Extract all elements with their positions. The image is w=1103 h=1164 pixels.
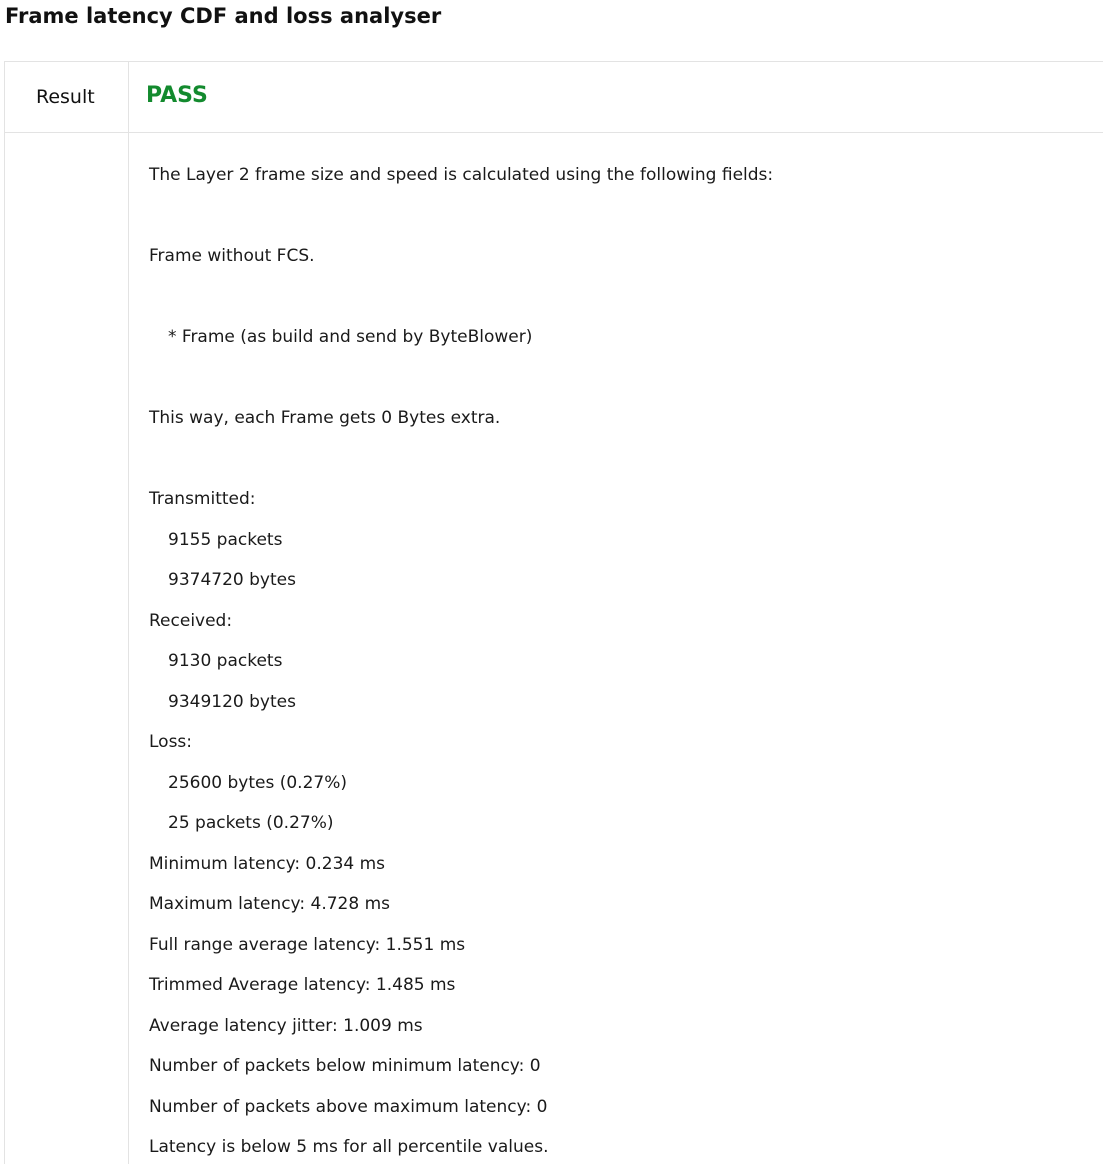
transmitted-bytes: 9374720 bytes bbox=[168, 570, 296, 590]
loss-bytes: 25600 bytes (0.27%) bbox=[168, 773, 347, 793]
packets-above-maximum: Number of packets above maximum latency: 0 bbox=[149, 1097, 548, 1117]
latency-jitter: Average latency jitter: 1.009 ms bbox=[149, 1016, 423, 1036]
transmitted-label: Transmitted: bbox=[149, 489, 256, 509]
result-status-badge: PASS bbox=[146, 83, 208, 108]
loss-label: Loss: bbox=[149, 732, 193, 752]
packets-below-minimum: Number of packets below minimum latency: 0 bbox=[149, 1056, 541, 1076]
column-divider bbox=[128, 62, 129, 1164]
frame-note: Frame without FCS. bbox=[149, 246, 315, 266]
result-label: Result bbox=[36, 86, 95, 108]
transmitted-packets: 9155 packets bbox=[168, 530, 283, 550]
received-packets: 9130 packets bbox=[168, 651, 283, 671]
average-latency: Full range average latency: 1.551 ms bbox=[149, 935, 466, 955]
trimmed-average-latency: Trimmed Average latency: 1.485 ms bbox=[149, 975, 456, 995]
result-table bbox=[4, 61, 1103, 1164]
loss-packets: 25 packets (0.27%) bbox=[168, 813, 334, 833]
result-row bbox=[5, 62, 1103, 133]
percentile-note: Latency is below 5 ms for all percentile values. bbox=[149, 1137, 549, 1157]
maximum-latency: Maximum latency: 4.728 ms bbox=[149, 894, 390, 914]
extra-bytes-note: This way, each Frame gets 0 Bytes extra. bbox=[149, 408, 501, 428]
received-bytes: 9349120 bytes bbox=[168, 692, 296, 712]
intro-text: The Layer 2 frame size and speed is calculated using the following fields: bbox=[149, 165, 774, 185]
frame-item: * Frame (as build and send by ByteBlower) bbox=[168, 327, 533, 347]
section-heading: Frame latency CDF and loss analyser bbox=[5, 4, 442, 28]
minimum-latency: Minimum latency: 0.234 ms bbox=[149, 854, 386, 874]
received-label: Received: bbox=[149, 611, 233, 631]
